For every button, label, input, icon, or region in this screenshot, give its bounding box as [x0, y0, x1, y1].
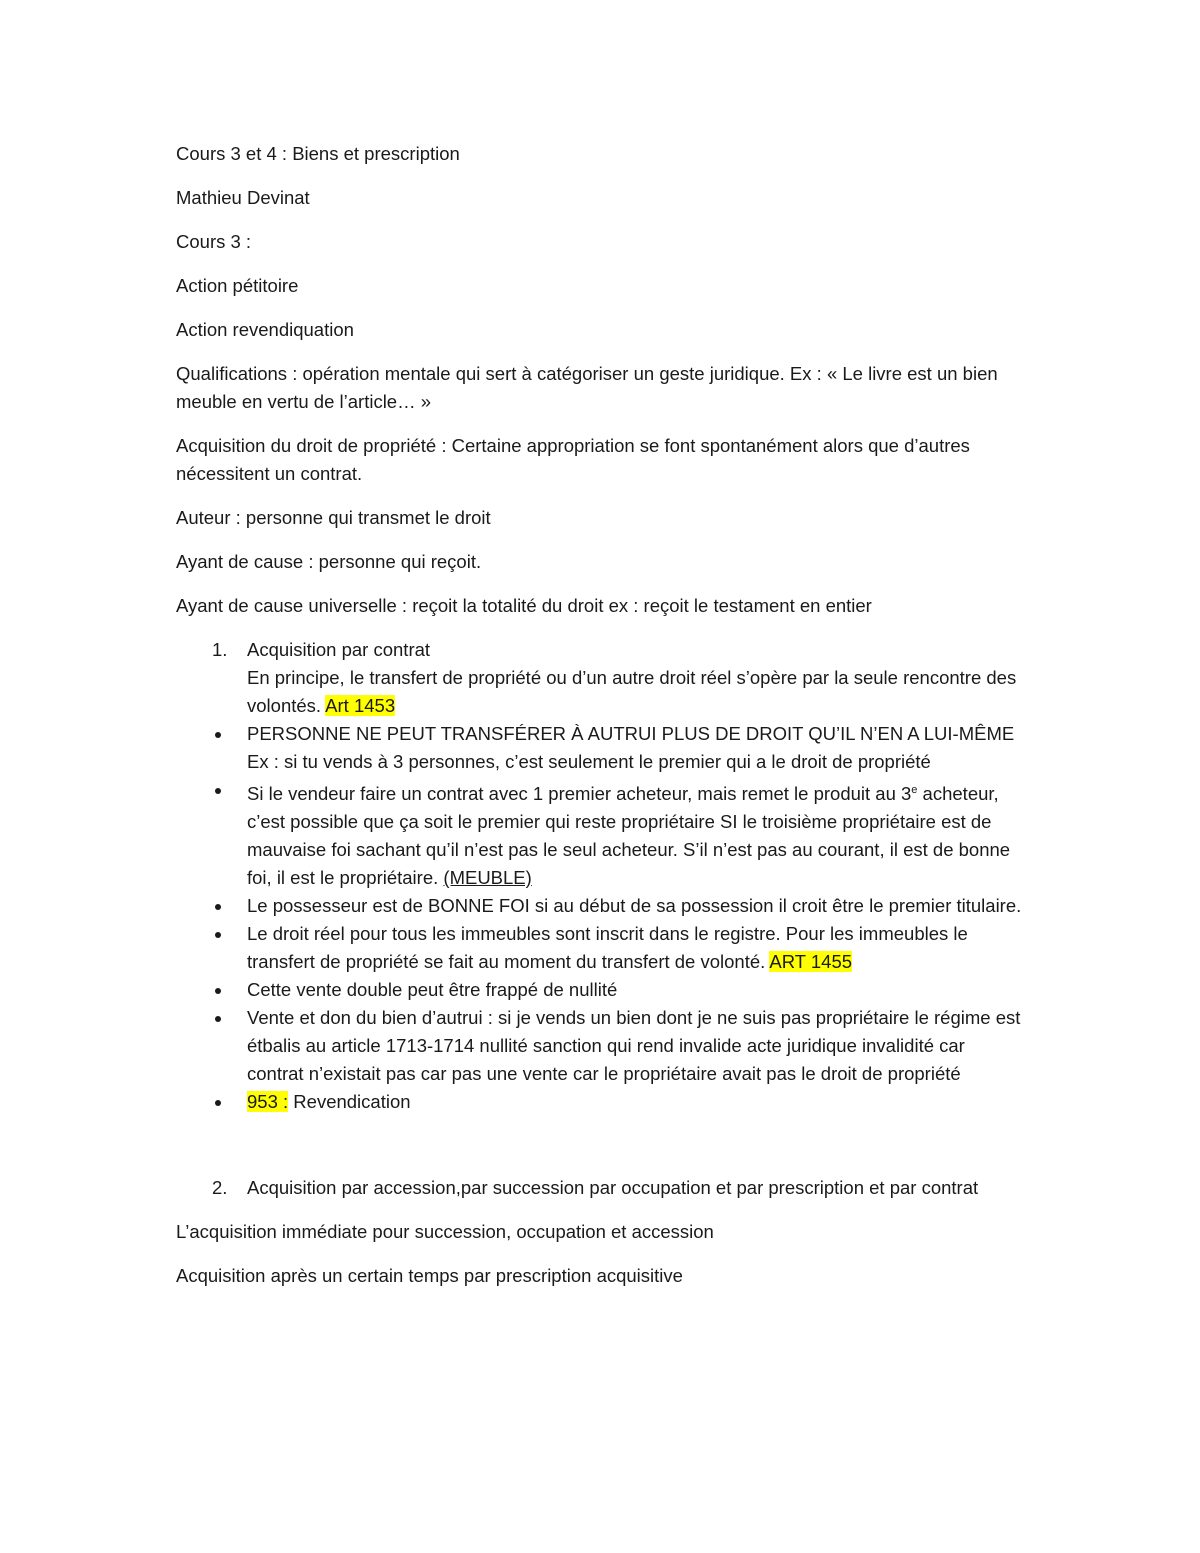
bullet-icon — [215, 1016, 221, 1022]
list-number: 1. — [212, 639, 228, 660]
highlight-art-1453: Art 1453 — [325, 695, 396, 716]
list-item — [176, 976, 1026, 1004]
list-item-1 — [176, 636, 1026, 720]
bullet-text: Revendication — [288, 1091, 411, 1113]
bullet-icon — [215, 932, 221, 938]
bullet-text: Le possesseur est de BONNE FOI si au début de sa possession il croit être le premier titulaire. — [247, 895, 1022, 917]
list-item-2 — [176, 1174, 1026, 1202]
paragraph-ayant-de-cause-universelle: Ayant de cause universelle : reçoit la totalité du droit ex : reçoit le testament en entier — [176, 595, 872, 616]
list-item — [176, 1004, 1026, 1088]
paragraph-action-petitoire: Action pétitoire — [176, 275, 299, 296]
bullet-icon — [215, 1100, 221, 1106]
paragraph-acquisition: Acquisition du droit de propriété : Certaine appropriation se font spontanément alors que d’autres nécessitent un contrat. — [176, 435, 970, 484]
list-item-text: Acquisition par accession,par succession par occupation et par prescription et par contrat — [247, 1177, 979, 1199]
bullet-text: PERSONNE NE PEUT TRANSFÉRER À AUTRUI PLUS DE DROIT QU’IL N’EN A LUI-MÊME — [247, 723, 1015, 744]
list-item — [176, 1088, 1026, 1116]
list-section-2 — [176, 1174, 1026, 1202]
paragraph-acquisition-immediate: L’acquisition immédiate pour succession, occupation et accession — [176, 1221, 714, 1243]
list-item — [176, 776, 1026, 892]
paragraph-acquisition-apres: Acquisition après un certain temps par prescription acquisitive — [176, 1265, 683, 1287]
list-item — [176, 720, 1026, 776]
document-author: Mathieu Devinat — [176, 187, 310, 208]
list-section-1 — [176, 636, 1026, 1116]
list-item — [176, 892, 1026, 920]
document-page — [176, 140, 1026, 1306]
superscript: e — [911, 784, 918, 796]
bullet-text: acheteur, c’est possible que ça soit le premier qui reste propriétaire SI le troisième propriétaire est de mauvaise foi sachant qu’il n’est pas le seul acheteur. S’il n’est pas au courant, il est de bonne foi, il est le propriétaire. — [247, 783, 1011, 889]
bullet-text: Le droit réel pour tous les immeubles sont inscrit dans le registre. Pour les immeubles le transfert de propriété se fait au moment du transfert de volonté. — [247, 923, 968, 973]
paragraph-action-revendiquation: Action revendiquation — [176, 319, 354, 340]
highlight-953: 953 : — [247, 1091, 289, 1113]
list-item-text: En principe, le transfert de propriété ou d’un autre droit réel s’opère par la seule rencontre des volontés. — [247, 667, 1017, 716]
list-item-heading: Acquisition par contrat — [247, 639, 431, 660]
bullet-text: Si le vendeur faire un contrat avec 1 premier acheteur, mais remet le produit au 3 — [247, 783, 912, 805]
paragraph-auteur: Auteur : personne qui transmet le droit — [176, 507, 491, 528]
bullet-text: Vente et don du bien d’autrui : si je vends un bien dont je ne suis pas propriétaire le régime est étbalis au article 1713-1714 nullité sanction qui rend invalide acte juridique invalidité car contrat n’existait pas car pas une vente car le propriétaire avait pas le droit de propriété — [247, 1007, 1021, 1085]
bullet-text: Cette vente double peut être frappé de nullité — [247, 979, 618, 1001]
list-number: 2. — [212, 1177, 228, 1199]
section-heading: Cours 3 : — [176, 231, 252, 252]
document-title: Cours 3 et 4 : Biens et prescription — [176, 143, 460, 164]
bullet-icon — [215, 904, 221, 910]
bullet-icon — [215, 732, 221, 738]
bullet-icon — [215, 788, 221, 794]
underlined-meuble: (MEUBLE) — [443, 867, 532, 889]
paragraph-qualifications: Qualifications : opération mentale qui sert à catégoriser un geste juridique. Ex : « Le livre est un bien meuble en vertu de l’article… » — [176, 363, 998, 412]
bullet-text: Ex : si tu vends à 3 personnes, c’est seulement le premier qui a le droit de propriété — [247, 751, 931, 772]
highlight-art-1455: ART 1455 — [769, 951, 853, 973]
bullet-icon — [215, 988, 221, 994]
paragraph-ayant-de-cause: Ayant de cause : personne qui reçoit. — [176, 551, 482, 572]
list-item — [176, 920, 1026, 976]
